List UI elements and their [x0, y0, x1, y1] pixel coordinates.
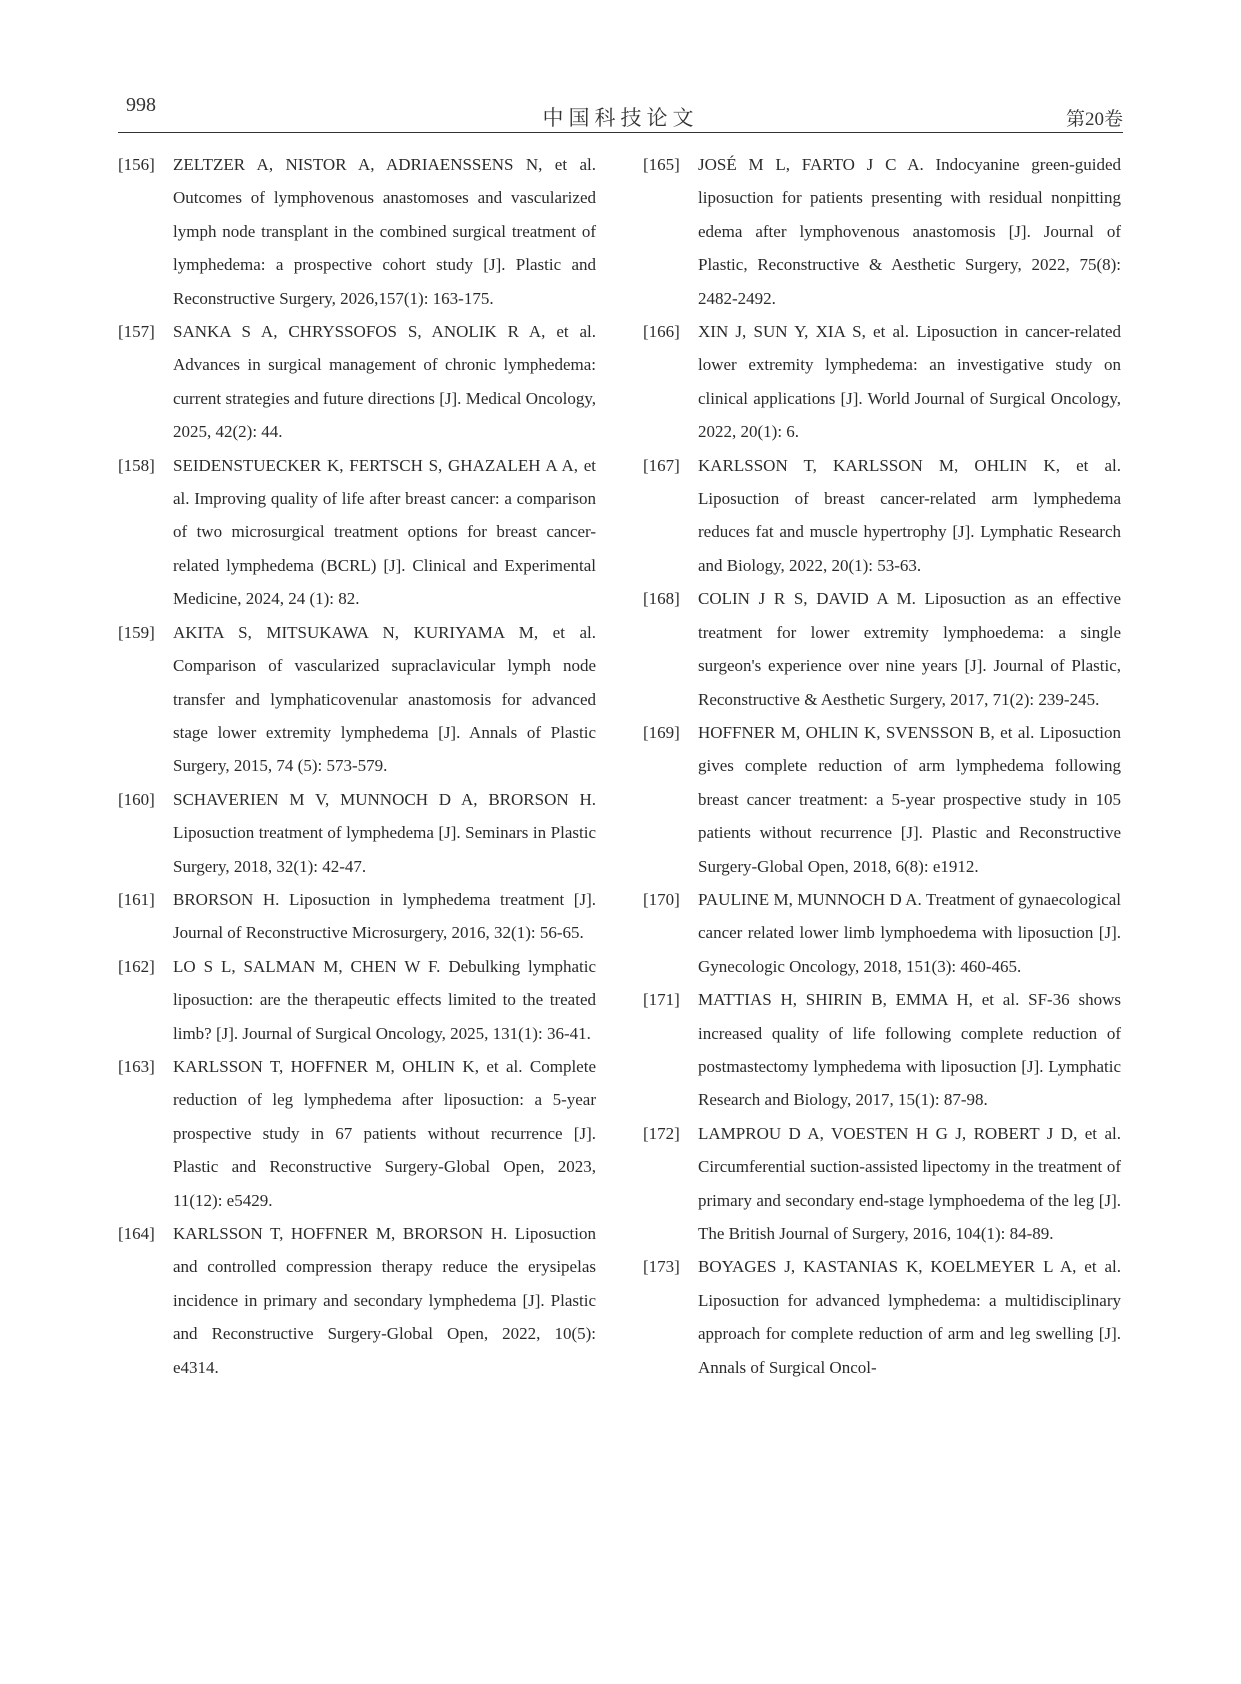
reference-number: [157] — [118, 322, 155, 342]
reference-number: [162] — [118, 956, 155, 976]
reference-number: [164] — [118, 1224, 155, 1243]
reference-number: [172] — [643, 1123, 680, 1143]
reference-text: BOYAGES J, KASTANIAS K, KOELMEYER L A, et al. Liposuction for advanced lymphedema: a multidisciplinary approach for complete reduction of arm and leg swelling [J]. Annals of Surgical Oncol- — [698, 1257, 1121, 1377]
reference-column-left — [118, 148, 596, 1384]
reference-item — [118, 616, 596, 783]
reference-number: [165] — [643, 155, 680, 174]
reference-number: [160] — [118, 789, 155, 809]
reference-item — [118, 148, 596, 315]
journal-title: 中国科技论文 — [542, 106, 699, 130]
reference-item — [643, 315, 1121, 449]
page-number: 998 — [126, 94, 156, 116]
reference-text: PAULINE M, MUNNOCH D A. Treatment of gynaecological cancer related lower limb lymphoedema with liposuction [J]. Gynecologic Oncology, 2018, 151(3): 460-465. — [698, 889, 1121, 976]
reference-text: SEIDENSTUECKER K, FERTSCH S, GHAZALEH A A, et al. Improving quality of life after breast cancer: a comparison of two microsurgical treatment options for breast cancer-related lymphedema (BCRL) [J]. Clinical and Experimental Medicine, 2024, 24 (1): 82. — [173, 455, 596, 609]
reference-item — [643, 148, 1121, 315]
reference-text: SCHAVERIEN M V, MUNNOCH D A, BRORSON H. Liposuction treatment of lymphedema [J]. Seminars in Plastic Surgery, 2018, 32(1): 42-47. — [173, 789, 596, 876]
reference-text: LAMPROU D A, VOESTEN H G J, ROBERT J D, et al. Circumferential suction-assisted lipectomy in the treatment of primary and secondary end-stage lymphoedema of the leg [J]. The British Journal of Surgery, 2016, 104(1): 84-89. — [698, 1123, 1121, 1243]
reference-text: KARLSSON T, KARLSSON M, OHLIN K, et al. Liposuction of breast cancer-related arm lymphedema reduces fat and muscle hypertrophy [J]. Lymphatic Research and Biology, 2022, 20(1): 53-63. — [698, 455, 1121, 575]
reference-text: MATTIAS H, SHIRIN B, EMMA H, et al. SF-36 shows increased quality of life following complete reduction of postmastectomy lymphedema with liposuction [J]. Lymphatic Research and Biology, 2017, 15(1): 87-98. — [698, 990, 1121, 1110]
reference-number: [167] — [643, 455, 680, 475]
reference-number: [158] — [118, 455, 155, 475]
reference-item — [643, 1250, 1121, 1384]
header-rule — [118, 132, 1123, 133]
reference-text: JOSÉ M L, FARTO J C A. Indocyanine green-guided liposuction for patients presenting with residual nonpitting edema after lymphovenous anastomosis [J]. Journal of Plastic, Reconstructive & Aesthetic Surgery, 2022, 75(8): 2482-2492. — [698, 155, 1121, 308]
reference-item — [118, 950, 596, 1050]
reference-item — [118, 1050, 596, 1217]
reference-item — [643, 883, 1121, 983]
reference-text: BRORSON H. Liposuction in lymphedema treatment [J]. Journal of Reconstructive Microsurgery, 2016, 32(1): 56-65. — [173, 889, 596, 943]
reference-number: [161] — [118, 889, 155, 909]
reference-text: KARLSSON T, HOFFNER M, OHLIN K, et al. Complete reduction of leg lymphedema after liposuction: a 5-year prospective study in 67 patients without recurrence [J]. Plastic and Reconstructive Surgery-Global Open, 2023, 11(12): e5429. — [173, 1056, 596, 1210]
reference-item — [643, 1117, 1121, 1251]
reference-item — [118, 1217, 596, 1384]
reference-item — [643, 582, 1121, 716]
reference-number: [159] — [118, 622, 155, 642]
reference-text: KARLSSON T, HOFFNER M, BRORSON H. Liposuction and controlled compression therapy reduce the erysipelas incidence in primary and secondary lymphedema [J]. Plastic and Reconstructive Surgery-Global Open, 2022, 10(5): e4314. — [173, 1224, 596, 1377]
reference-text: ZELTZER A, NISTOR A, ADRIAENSSENS N, et al. Outcomes of lymphovenous anastomoses and vascularized lymph node transplant in the combined surgical treatment of lymphedema: a prospective cohort study [J]. Plastic and Reconstructive Surgery, 2026,157(1): 163-175. — [173, 155, 596, 308]
reference-number: [166] — [643, 322, 680, 342]
reference-text: XIN J, SUN Y, XIA S, et al. Liposuction in cancer-related lower extremity lymphedema: an investigative study on clinical applications [J]. World Journal of Surgical Oncology, 2022, 20(1): 6. — [698, 322, 1121, 442]
reference-text: AKITA S, MITSUKAWA N, KURIYAMA M, et al. Comparison of vascularized supraclavicular lymph node transfer and lymphaticovenular anastomosis for advanced stage lower extremity lymphedema [J]. Annals of Plastic Surgery, 2015, 74 (5): 573-579. — [173, 622, 596, 776]
reference-item — [118, 315, 596, 449]
reference-item — [643, 449, 1121, 583]
reference-text: SANKA S A, CHRYSSOFOS S, ANOLIK R A, et al. Advances in surgical management of chronic lymphedema: current strategies and future directions [J]. Medical Oncology, 2025, 42(2): 44. — [173, 322, 596, 442]
reference-number: [163] — [118, 1056, 155, 1076]
reference-item — [118, 883, 596, 950]
reference-number: [169] — [643, 722, 680, 742]
reference-item — [118, 449, 596, 616]
reference-item — [643, 716, 1121, 883]
volume-label: 第20卷 — [1065, 109, 1123, 130]
reference-number: [168] — [643, 589, 680, 609]
reference-column-right — [643, 148, 1121, 1384]
reference-number: [170] — [643, 889, 680, 909]
reference-number: [171] — [643, 990, 680, 1010]
reference-text: COLIN J R S, DAVID A M. Liposuction as an effective treatment for lower extremity lymphoedema: a single surgeon's experience over nine years [J]. Journal of Plastic, Reconstructive & Aesthetic Surgery, 2017, 71(2): 239-245. — [698, 589, 1121, 709]
reference-item — [118, 783, 596, 883]
reference-item — [643, 983, 1121, 1117]
reference-text: HOFFNER M, OHLIN K, SVENSSON B, et al. Liposuction gives complete reduction of arm lymphedema following breast cancer treatment: a 5-year prospective study in 105 patients without recurrence [J]. Plastic and Reconstructive Surgery-Global Open, 2018, 6(8): e1912. — [698, 722, 1121, 876]
reference-number: [173] — [643, 1257, 680, 1277]
reference-text: LO S L, SALMAN M, CHEN W F. Debulking lymphatic liposuction: are the therapeutic effects limited to the treated limb? [J]. Journal of Surgical Oncology, 2025, 131(1): 36-41. — [173, 956, 596, 1043]
reference-number: [156] — [118, 155, 155, 174]
